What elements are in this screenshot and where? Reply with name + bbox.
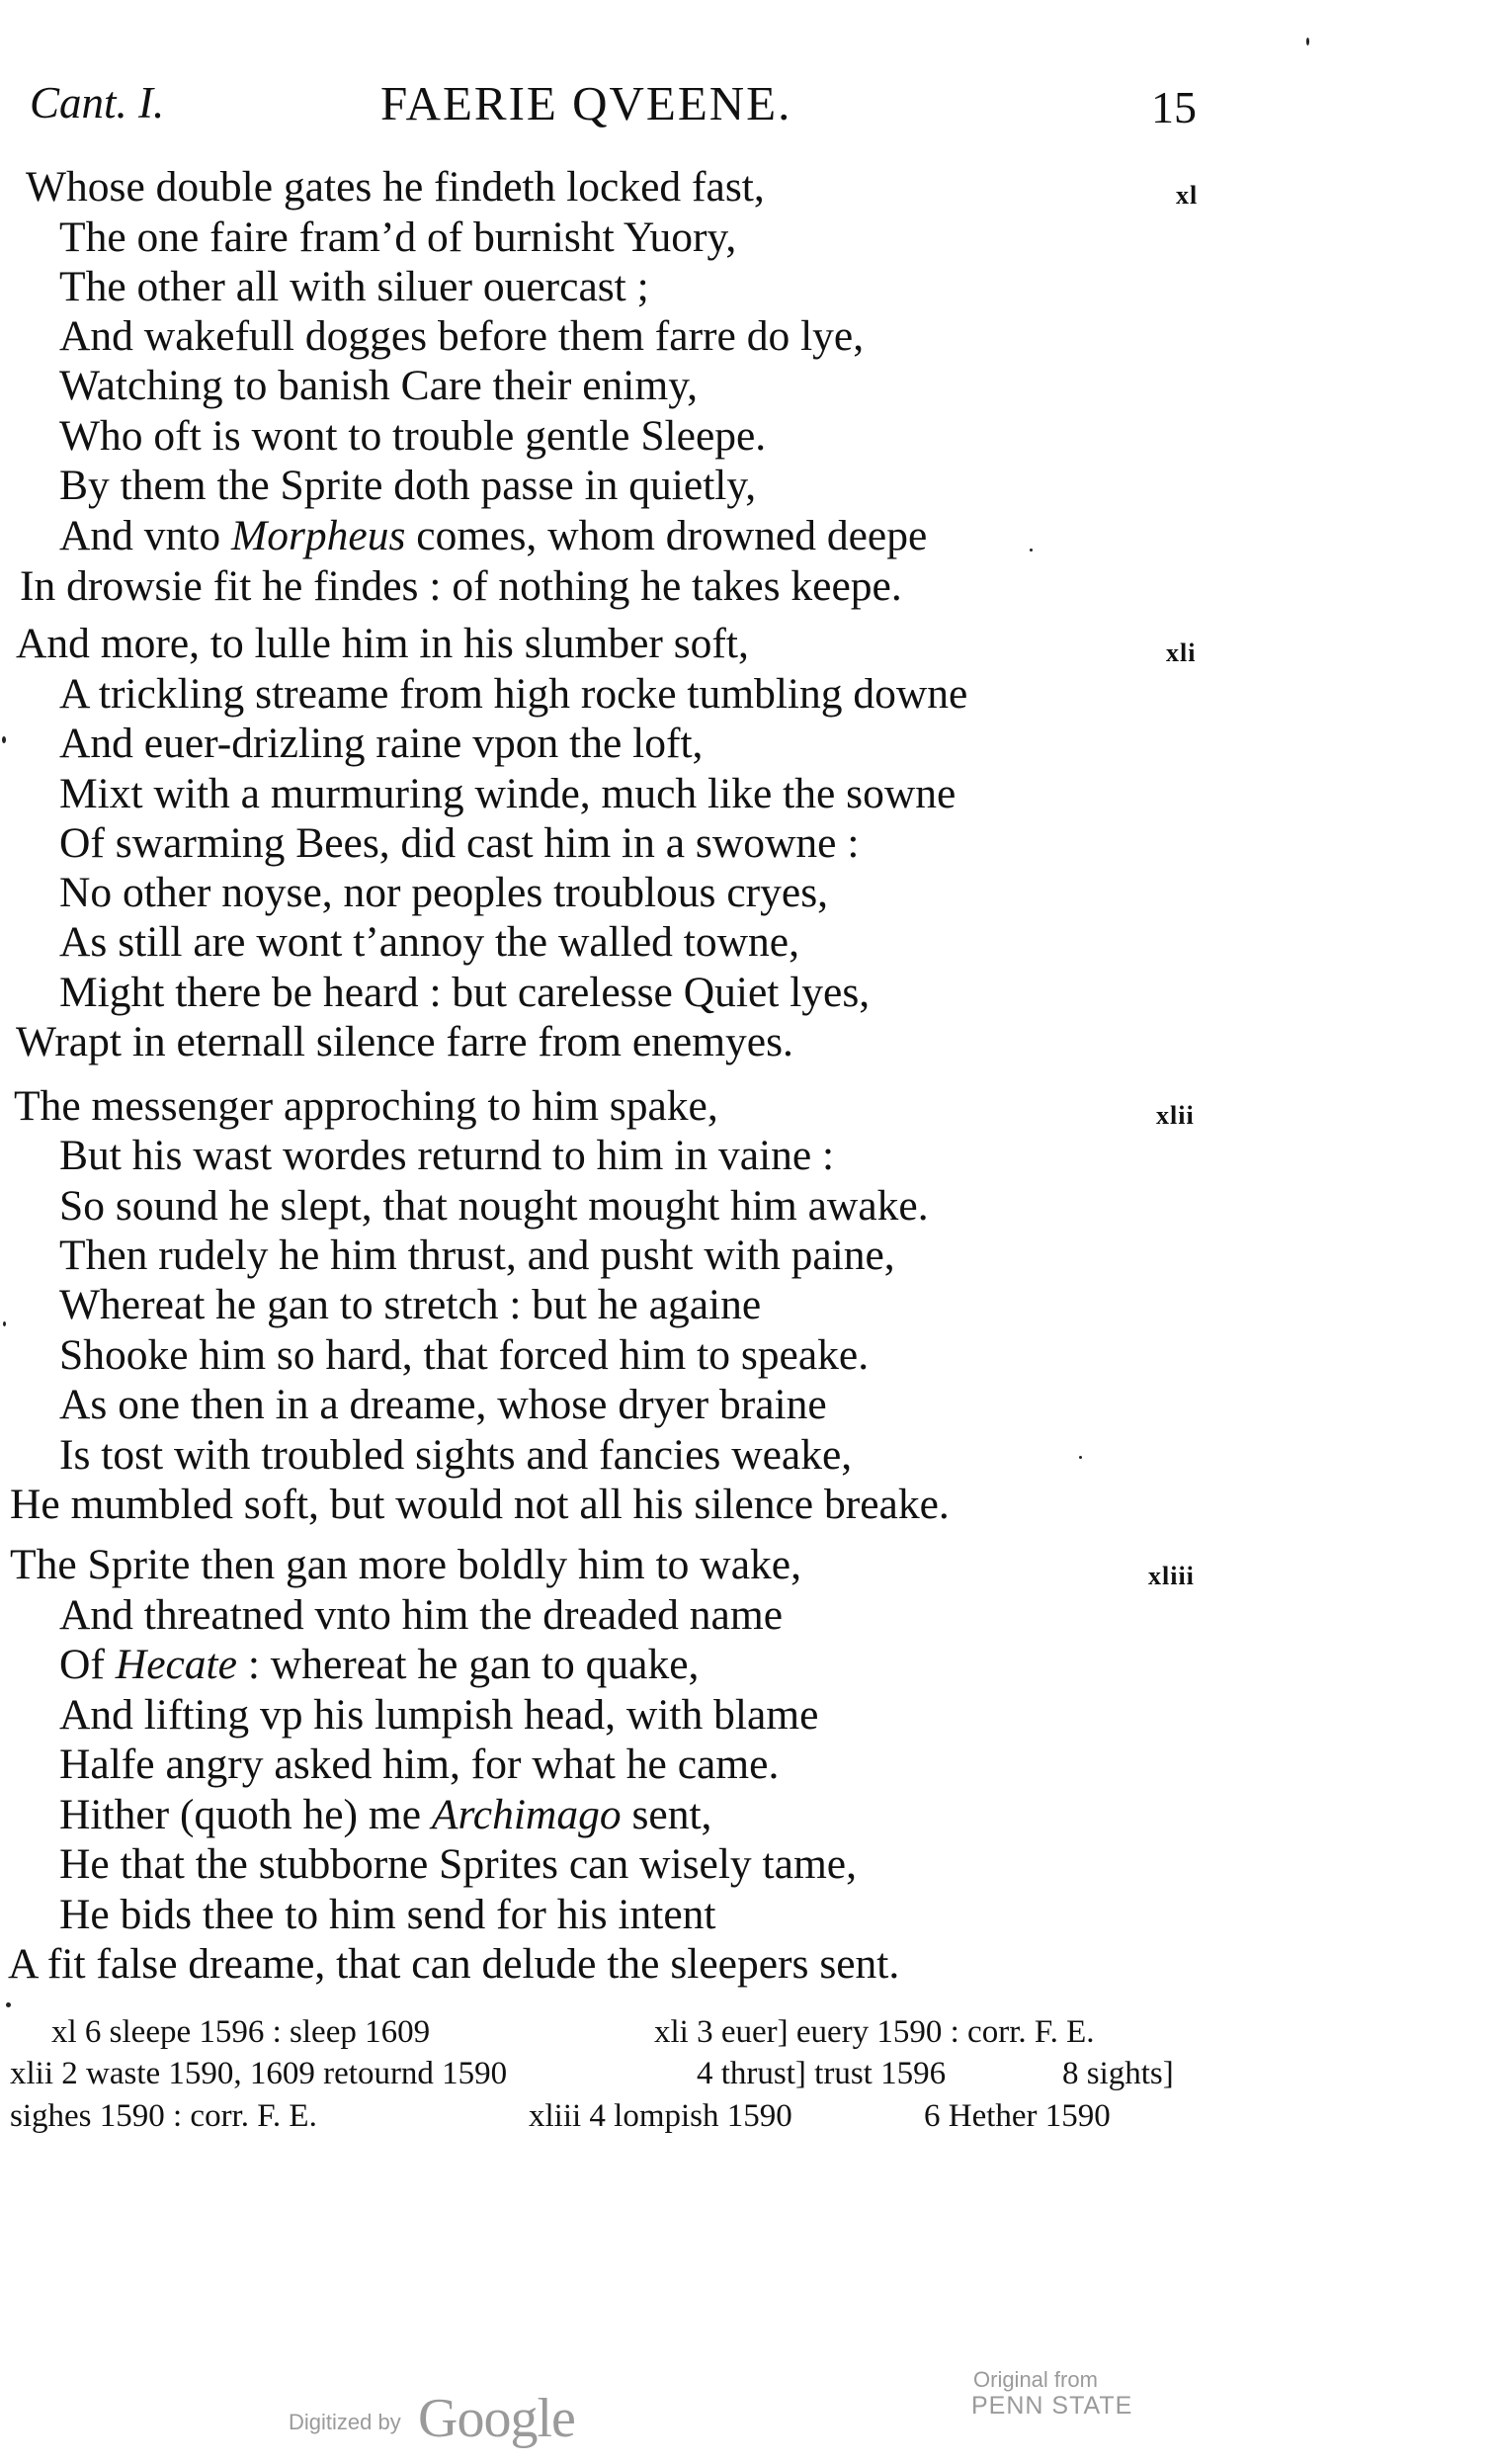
note-text: 8 sights] xyxy=(1062,2056,1174,2091)
note-text: 6 Hether 1590 xyxy=(924,2098,1111,2134)
proper-name-hecate: Hecate xyxy=(115,1641,237,1688)
verse-line: And euer-drizling raine vpon the loft, xyxy=(59,720,704,767)
original-from-label: Original from xyxy=(973,2367,1098,2392)
verse-line: A fit false dreame, that can delude the sleepers sent. xyxy=(8,1940,900,1988)
verse-line: In drowsie fit he findes : of nothing he takes keepe. xyxy=(20,562,902,610)
verse-line: Might there be heard : but carelesse Quiet lyes, xyxy=(59,969,871,1016)
note-text: xliii 4 lompish 1590 xyxy=(529,2098,792,2134)
verse-line: Of swarming Bees, did cast him in a swowne : xyxy=(59,819,860,867)
verse-line: A trickling streame from high rocke tumbling downe xyxy=(59,670,968,718)
scan-speck xyxy=(3,1321,6,1326)
google-logo: Google xyxy=(418,2388,575,2449)
verse-line: Mixt with a murmuring winde, much like the sowne xyxy=(59,770,957,817)
stanza-number: xliii xyxy=(1148,1562,1195,1590)
verse-line: And threatned vnto him the dreaded name xyxy=(59,1591,784,1639)
verse-line: Whereat he gan to stretch : but he againe xyxy=(59,1281,762,1328)
verse-line: He that the stubborne Sprites can wisely tame, xyxy=(59,1840,857,1888)
verse-line: He bids thee to him send for his intent xyxy=(59,1891,716,1938)
proper-name-morpheus: Morpheus xyxy=(231,512,406,559)
scan-speck xyxy=(2,736,6,743)
verse-line: But his wast wordes returnd to him in vaine : xyxy=(59,1132,835,1179)
verse-line: So sound he slept, that nought mought him awake. xyxy=(59,1182,929,1230)
verse-line: The other all with siluer ouercast ; xyxy=(59,263,649,310)
verse-line: Shooke him so hard, that forced him to speake. xyxy=(59,1331,870,1379)
verse-text: Of xyxy=(59,1641,116,1688)
note-text: 4 thrust] trust 1596 xyxy=(697,2056,947,2091)
stanza-number: xlii xyxy=(1156,1101,1195,1130)
verse-text: And vnto xyxy=(59,512,231,559)
scan-speck xyxy=(1030,549,1033,552)
scan-speck xyxy=(1306,38,1309,45)
verse-line: Watching to banish Care their enimy, xyxy=(59,362,699,409)
scan-speck xyxy=(1079,1456,1082,1459)
verse-line: No other noyse, nor peoples troublous cryes, xyxy=(59,869,829,916)
verse-text: comes, whom drowned deepe xyxy=(405,512,928,559)
verse-text: : whereat he gan to quake, xyxy=(236,1641,700,1688)
note-text: xlii 2 waste 1590, 1609 retournd 1590 xyxy=(10,2056,508,2091)
verse-line: As still are wont t’annoy the walled towne, xyxy=(59,918,799,966)
note-text: sighes 1590 : corr. F. E. xyxy=(10,2098,317,2134)
verse-text: Hither (quoth he) me xyxy=(59,1791,432,1838)
page-number: 15 xyxy=(1151,82,1197,132)
verse-line: As one then in a dreame, whose dryer braine xyxy=(59,1381,827,1428)
verse-line: Whose double gates he findeth locked fast, xyxy=(26,163,765,211)
verse-line: The messenger approching to him spake, xyxy=(14,1082,718,1130)
library-name: PENN STATE xyxy=(971,2392,1133,2420)
verse-line: Then rudely he him thrust, and pusht with paine, xyxy=(59,1232,895,1279)
proper-name-archimago: Archimago xyxy=(431,1791,622,1838)
verse-line: He mumbled soft, but would not all his silence breake. xyxy=(10,1481,950,1528)
stanza-number: xl xyxy=(1176,181,1199,210)
verse-line: Wrapt in eternall silence farre from enemyes. xyxy=(16,1018,793,1065)
digitized-by-label: Digitized by xyxy=(289,2410,401,2434)
verse-line: The one faire fram’d of burnisht Yuory, xyxy=(59,213,737,261)
verse-line: Halfe angry asked him, for what he came. xyxy=(59,1741,780,1788)
scan-speck xyxy=(6,2002,11,2007)
verse-line: The Sprite then gan more boldly him to wake, xyxy=(10,1541,801,1588)
verse-line: And more, to lulle him in his slumber soft, xyxy=(16,620,749,667)
running-title: FAERIE QVEENE. xyxy=(380,76,792,130)
verse-line: Is tost with troubled sights and fancies weake, xyxy=(59,1431,853,1479)
verse-line: And wakefull dogges before them farre do lye, xyxy=(59,312,865,360)
verse-line xyxy=(59,512,928,559)
verse-line: And lifting vp his lumpish head, with blame xyxy=(59,1691,819,1739)
verse-line xyxy=(59,1641,700,1688)
verse-line: Who oft is wont to trouble gentle Sleepe. xyxy=(59,412,767,460)
stanza-number: xli xyxy=(1166,638,1197,667)
canto-label: Cant. I. xyxy=(30,78,165,127)
verse-line xyxy=(59,1791,712,1838)
note-text: xl 6 sleepe 1596 : sleep 1609 xyxy=(51,2014,431,2050)
note-text: xli 3 euer] euery 1590 : corr. F. E. xyxy=(654,2014,1095,2050)
verse-line: By them the Sprite doth passe in quietly, xyxy=(59,462,757,509)
verse-text: sent, xyxy=(621,1791,712,1838)
